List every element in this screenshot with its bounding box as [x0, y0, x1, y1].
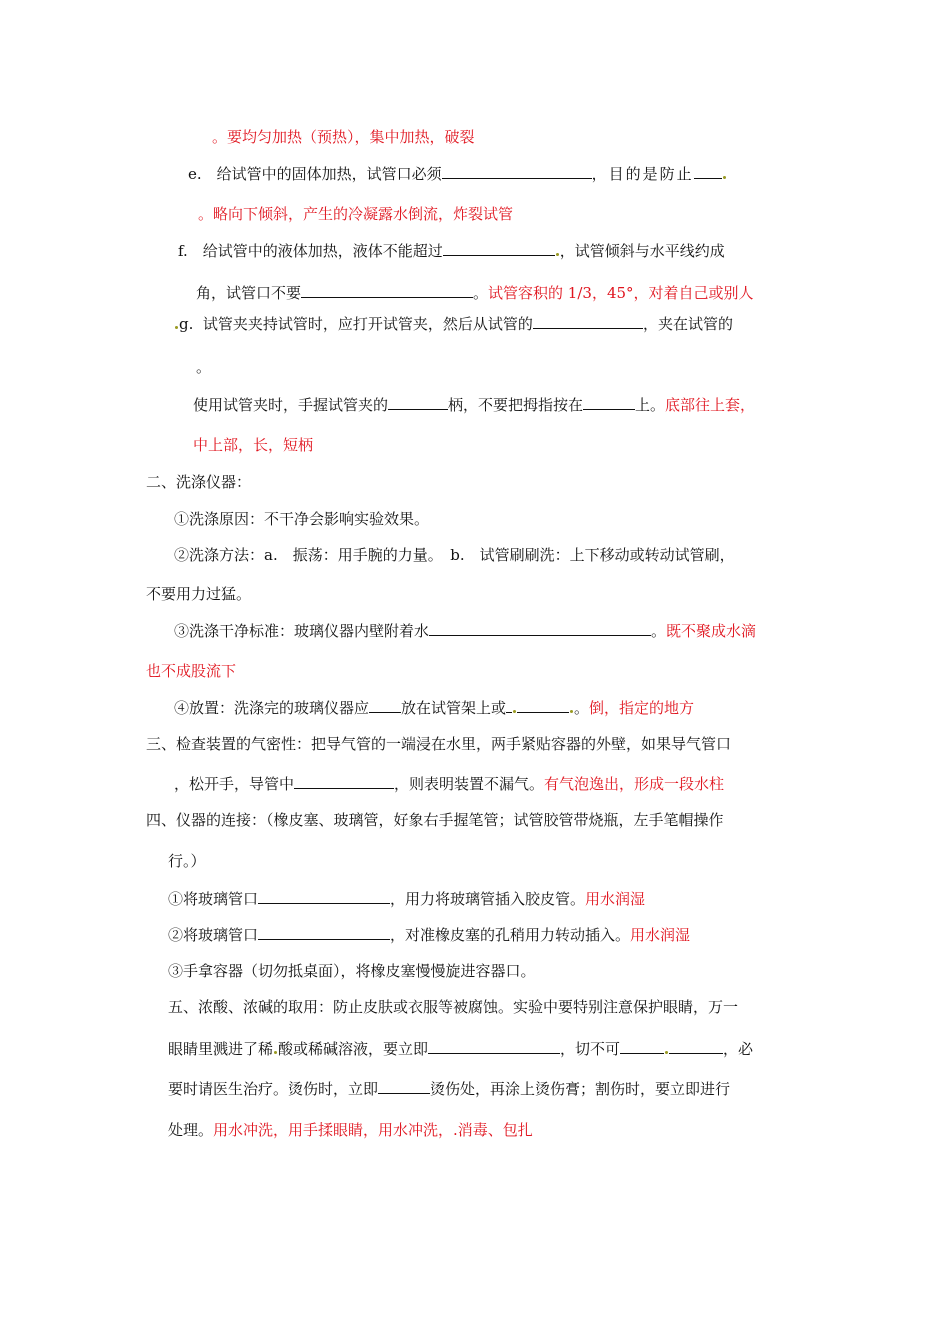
s5-3-text-2: 烫伤处，再涂上烫伤膏；割伤时，要立即进行: [430, 1080, 731, 1098]
blank: [388, 394, 448, 410]
answer-s4-2: 用水润湿: [630, 926, 691, 944]
answer-g-part-2: 中上部，长，短柄: [193, 436, 314, 454]
section-4-item-1: [168, 888, 645, 909]
section-2-item-3: [174, 620, 756, 641]
item-e-text-1: e. 给试管中的固体加热，试管口必须: [188, 165, 442, 183]
item-f-text-2: ，试管倾斜与水平线约成: [559, 242, 725, 260]
section-2-item-1: ①洗涤原因：不干净会影响实验效果。: [174, 510, 430, 528]
blank: [258, 888, 390, 904]
s2-4-text-2: 放在试管架上或: [401, 699, 507, 717]
s5-3-text-1: 要时请医生治疗。烫伤时，立即: [168, 1080, 379, 1098]
section-4-title-cont: 行。）: [168, 852, 206, 870]
blank: [429, 620, 651, 636]
item-f-text-1: f. 给试管中的液体加热，液体不能超过: [178, 242, 443, 260]
section-5-line-4: [168, 1120, 533, 1140]
blank: [428, 1038, 560, 1054]
item-f2-text-2: 。: [473, 284, 489, 302]
answer-line-1: 。要均匀加热（预热），集中加热，破裂: [212, 128, 475, 146]
answer-s2-3: 既不聚成水滴: [666, 622, 757, 640]
blank: [620, 1038, 664, 1054]
blank: [378, 1078, 430, 1094]
s5-4-text-1: 处理。: [168, 1121, 214, 1139]
item-e-line: [188, 163, 727, 184]
s2-3-text-2: 。: [651, 622, 667, 640]
blank: [694, 163, 722, 179]
blank: [583, 394, 635, 410]
answer-s5: 用水冲洗，用手揉眼睛，用水冲洗，.消毒、包扎: [213, 1121, 533, 1139]
section-5-line-3: [168, 1078, 730, 1099]
item-e-text-2: ，目的是防止: [591, 165, 694, 183]
item-g-text-2: ，夹在试管的: [642, 315, 733, 333]
section-3-line-2: [174, 773, 724, 794]
s4-2-text-2: ，对准橡皮塞的孔稍用力转动插入。: [390, 926, 631, 944]
answer-s3: 有气泡逸出，形成一段水柱: [544, 775, 725, 793]
dot-mark: [513, 710, 516, 713]
blank: [506, 697, 512, 713]
answer-f: 试管容积的 1/3，45°，对着自己或别人: [488, 284, 754, 302]
item-f2-text-1: 角，试管口不要: [196, 284, 302, 302]
blank: [517, 697, 569, 713]
blank: [669, 1038, 723, 1054]
dot-mark: [556, 253, 559, 256]
s4-2-text-1: ②将玻璃管口: [168, 926, 259, 944]
blank: [369, 697, 401, 713]
dot-mark: [570, 710, 573, 713]
answer-e: 。略向下倾斜，产生的冷凝露水倒流，炸裂试管: [198, 205, 514, 223]
blank: [443, 240, 555, 256]
item-f-line: [178, 240, 725, 261]
blank: [533, 313, 643, 329]
answer-s2-3-cont: 也不成股流下: [146, 662, 237, 680]
section-5-line-1: 五、浓酸、浓碱的取用：防止皮肤或衣服等被腐蚀。实验中要特别注意保护眼睛，万一: [168, 998, 739, 1016]
s4-1-text-1: ①将玻璃管口: [168, 890, 259, 908]
item-g3-text-1: 使用试管夹时，手握试管夹的: [193, 396, 389, 414]
item-g3-text-3: 上。: [635, 396, 666, 414]
item-g-text-1: 试管夹夹持试管时，应打开试管夹，然后从试管的: [202, 315, 533, 333]
item-g-line-2: 。: [196, 358, 212, 376]
answer-s2-4: 倒，指定的地方: [589, 699, 695, 717]
item-g3-text-2: 柄，不要把拇指按在: [448, 396, 584, 414]
dot-mark: [175, 326, 178, 329]
s5-2-text-4: ，必: [723, 1040, 754, 1058]
section-5-line-2: [168, 1038, 753, 1059]
section-4-title: 四、仪器的连接：（橡皮塞、玻璃管，好象右手握笔管；试管胶管带烧瓶，左手笔帽操作: [146, 811, 724, 829]
s5-2-text-3: ，切不可: [560, 1040, 621, 1058]
s5-2-text-2: 酸或稀碱溶液，要立即: [278, 1040, 429, 1058]
section-3-title: 三、检查装置的气密性：把导气管的一端浸在水里，两手紧贴容器的外壁，如果导气管口: [146, 735, 732, 753]
section-2-title: 二、洗涤仪器：: [146, 473, 252, 491]
section-2-item-2: ②洗涤方法：a. 振荡：用手腕的力量。 b. 试管刷刷洗：上下移动或转动试管刷，: [174, 546, 735, 564]
s5-2-text-1: 眼睛里溅进了稀: [168, 1040, 274, 1058]
answer-g-part-1: 底部往上套，: [665, 396, 756, 414]
section-2-item-4: [174, 697, 694, 718]
dot-mark: [665, 1051, 668, 1054]
item-g-line: [174, 313, 733, 334]
s2-4-text-3: 。: [574, 699, 590, 717]
blank: [258, 924, 390, 940]
dot-mark: [723, 176, 726, 179]
section-4-item-3: ③手拿容器（切勿抵桌面），将橡皮塞慢慢旋进容器口。: [168, 962, 536, 980]
section-2-item-2-cont: 不要用力过猛。: [146, 585, 252, 603]
s3-text-1: ，松开手，导管中: [174, 775, 295, 793]
item-f-line-2: [196, 282, 754, 303]
blank: [301, 282, 473, 298]
blank: [294, 773, 394, 789]
dot-mark: [274, 1051, 277, 1054]
item-g-prefix: g.: [179, 315, 194, 333]
s2-3-text-1: ③洗涤干净标准：玻璃仪器内壁附着水: [174, 622, 430, 640]
s4-1-text-2: ，用力将玻璃管插入胶皮管。: [390, 890, 586, 908]
section-4-item-2: [168, 924, 690, 945]
answer-s4-1: 用水润湿: [585, 890, 646, 908]
blank: [442, 163, 592, 179]
s2-4-text-1: ④放置：洗涤完的玻璃仪器应: [174, 699, 370, 717]
item-g-line-3: [193, 394, 755, 415]
s3-text-2: ，则表明装置不漏气。: [394, 775, 545, 793]
